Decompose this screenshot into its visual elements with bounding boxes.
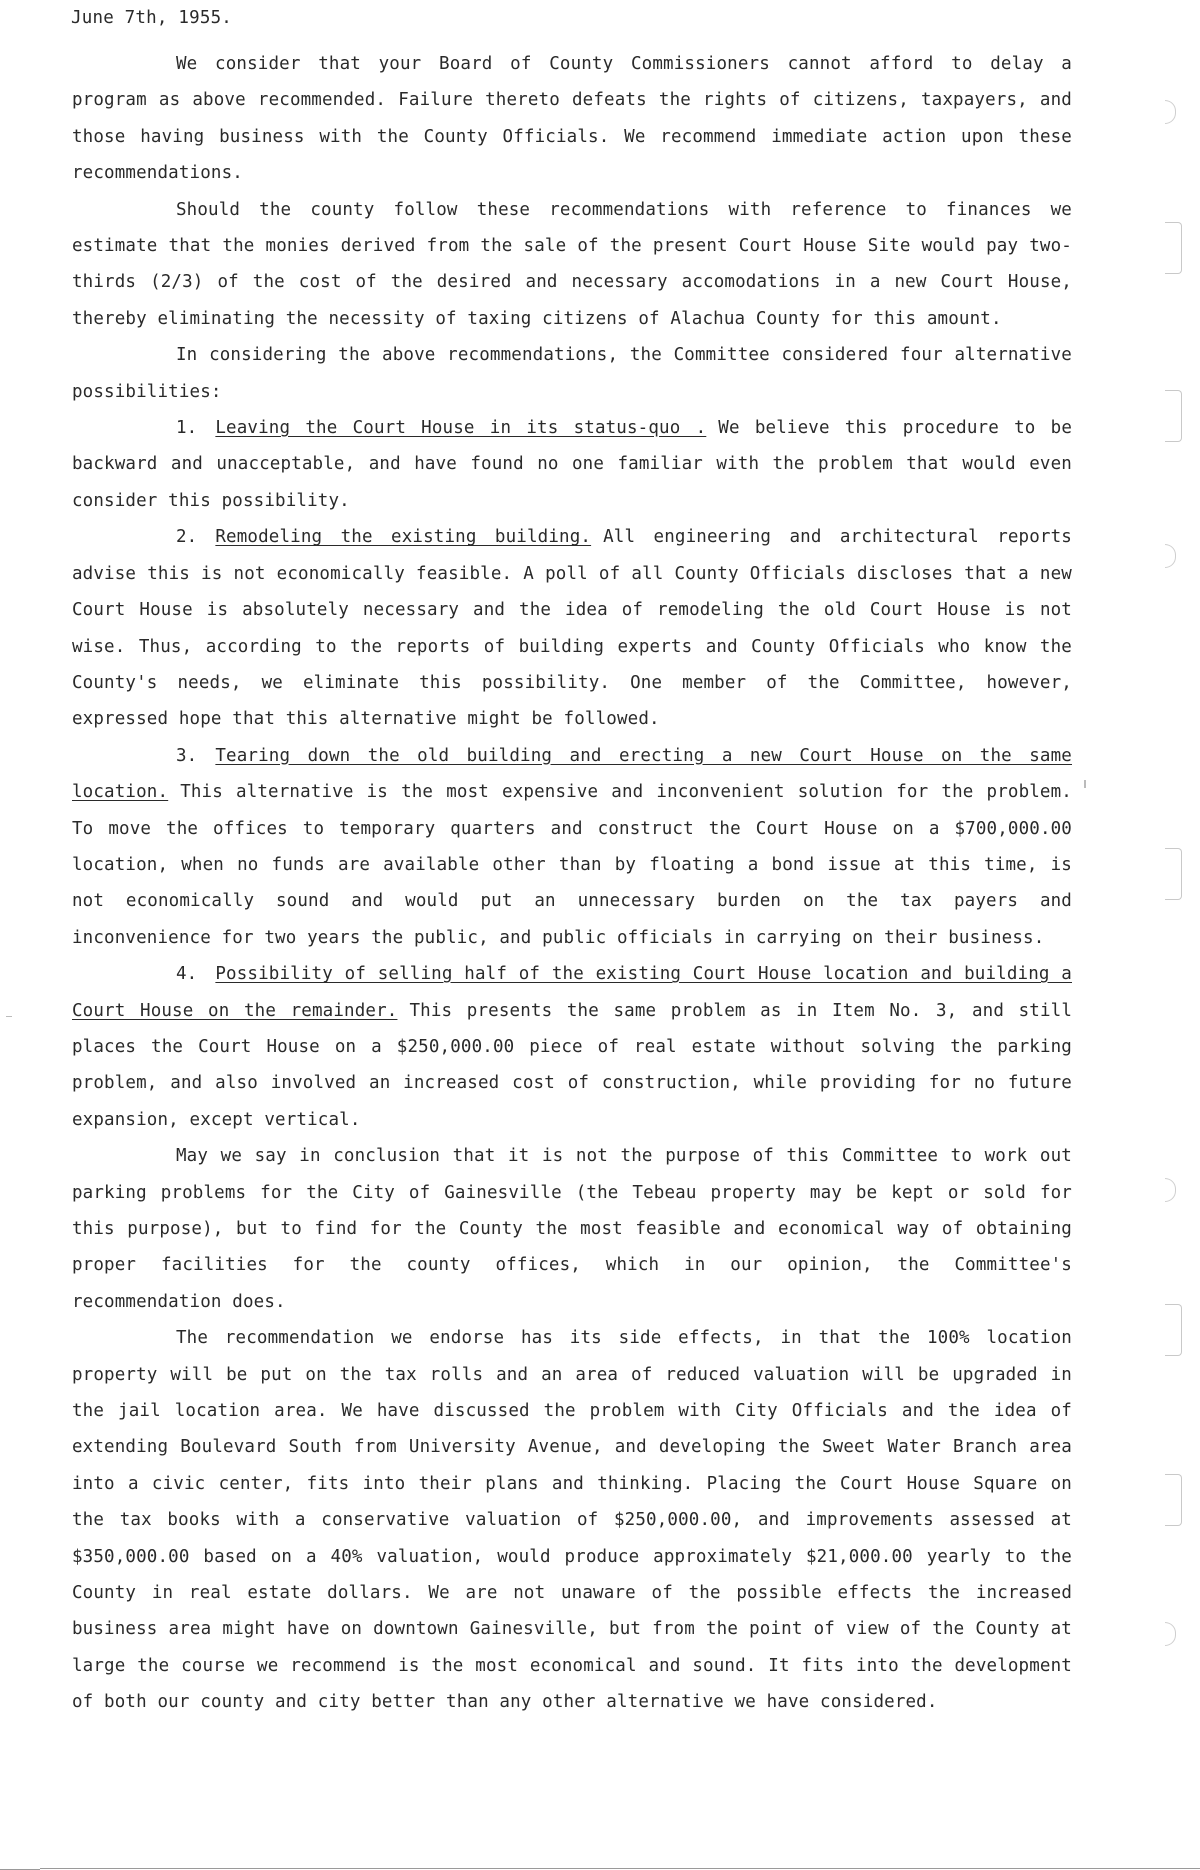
alternative-heading: Possibility of selling half of the existing Court House location and building a Court House on the remainder. (72, 964, 1072, 1021)
alternative-text: We believe this procedure to be backward and unacceptable, and have found no one familiar with the problem that would even consider this possibility. (72, 418, 1073, 511)
scan-speck (1084, 780, 1086, 788)
alternative-heading: Tearing down the old building and erecting a new Court House on the same location. (72, 745, 1072, 803)
page-corner-curl (0, 1789, 40, 1870)
alternative-item (72, 410, 1072, 519)
alternative-number: 3. (176, 745, 198, 766)
paragraph-finances: Should the county follow these recommendations with reference to finances we estimate that the monies derived from the sale of the present Court House Site would pay two-thirds (2/3) of the cost of the desired and necessary accomodations in a new Court House, thereby eliminating the necessity of taxing citizens of Alachua County for this amount. (72, 199, 1072, 329)
binder-hole-mark (1165, 1178, 1176, 1202)
paragraph-board-recommendation: We consider that your Board of County Commissioners cannot afford to delay a program as above recommended. Failure thereto defeats the rights of citizens, taxpayers, and those having business with the County Officials. We recommend immediate action upon these recommendations. (72, 54, 1072, 184)
alternative-number: 4. (176, 964, 198, 985)
alternative-number: 2. (176, 527, 198, 548)
paragraph-alternatives-intro: In considering the above recommendations, the Committee considered four alternative possibilities: (72, 345, 1072, 402)
binder-hole-mark (1165, 100, 1176, 124)
alternative-heading: Remodeling the existing building. (215, 527, 592, 548)
alternative-text: This alternative is the most expensive and inconvenient solution for the problem. To move the offices to temporary quarters and construct the Court House on a $700,000.00 location, when no funds are available other than by floating a bond issue at this time, is not economically sound and would put an unnecessary burden on the tax payers and inconvenience for two years the public, and public officials in carrying on their business. (72, 782, 1072, 948)
alternative-item (72, 519, 1072, 737)
document-body (72, 46, 1072, 1721)
binder-bracket-mark (1165, 390, 1182, 442)
alternative-number: 1. (176, 418, 198, 439)
scan-speck (6, 1016, 12, 1017)
document-date: June 7th, 1955. (71, 8, 233, 28)
alternative-item (72, 956, 1072, 1138)
page-bottom-edge (40, 1868, 1200, 1870)
binder-bracket-mark (1165, 848, 1182, 900)
alternative-heading: Leaving the Court House in its status-quo . (215, 418, 707, 439)
binder-bracket-mark (1165, 1304, 1182, 1356)
paragraph-side-effects: The recommendation we endorse has its side effects, in that the 100% location property will be put on the tax rolls and an area of reduced valuation will be upgraded in the jail location area. We have discussed the problem with City Officials and the idea of extending Boulevard South from University Avenue, and developing the Sweet Water Branch area into a civic center, fits into their plans and thinking. Placing the Court House Square on the tax books with a conservative valuation of $250,000.00, and improvements assessed at $350,000.00 based on a 40% valuation, would produce approximately $21,000.00 yearly to the County in real estate dollars. We are not unaware of the possible effects the increased business area might have on downtown Gainesville, but from the point of view of the County at large the course we recommend is the most economical and sound. It fits into the development of both our county and city better than any other alternative we have considered. (72, 1328, 1072, 1713)
alternative-text: This presents the same problem as in Item No. 3, and still places the Court House on a $250,000.00 piece of real estate without solving the parking problem, and also involved an increased cost of construction, while providing for no future expansion, except vertical. (72, 1000, 1073, 1130)
alternative-text: All engineering and architectural reports advise this is not economically feasible. A poll of all County Officials discloses that a new Court House is absolutely necessary and the idea of remodeling the old Court House is not wise. Thus, according to the reports of building experts and County Officials who know the County's needs, we eliminate this possibility. One member of the Committee, however, expressed hope that this alternative might be followed. (72, 527, 1072, 730)
binder-hole-mark (1165, 1622, 1176, 1646)
binder-bracket-mark (1165, 1474, 1182, 1526)
paragraph-conclusion: May we say in conclusion that it is not the purpose of this Committee to work out parking problems for the City of Gainesville (the Tebeau property may be kept or sold for this purpose), but to find for the County the most feasible and economical way of obtaining proper facilities for the county offices, which in our opinion, the Committee's recommendation does. (72, 1146, 1072, 1312)
binder-bracket-mark (1165, 222, 1182, 274)
alternative-item (72, 738, 1072, 956)
binder-hole-mark (1165, 544, 1176, 568)
